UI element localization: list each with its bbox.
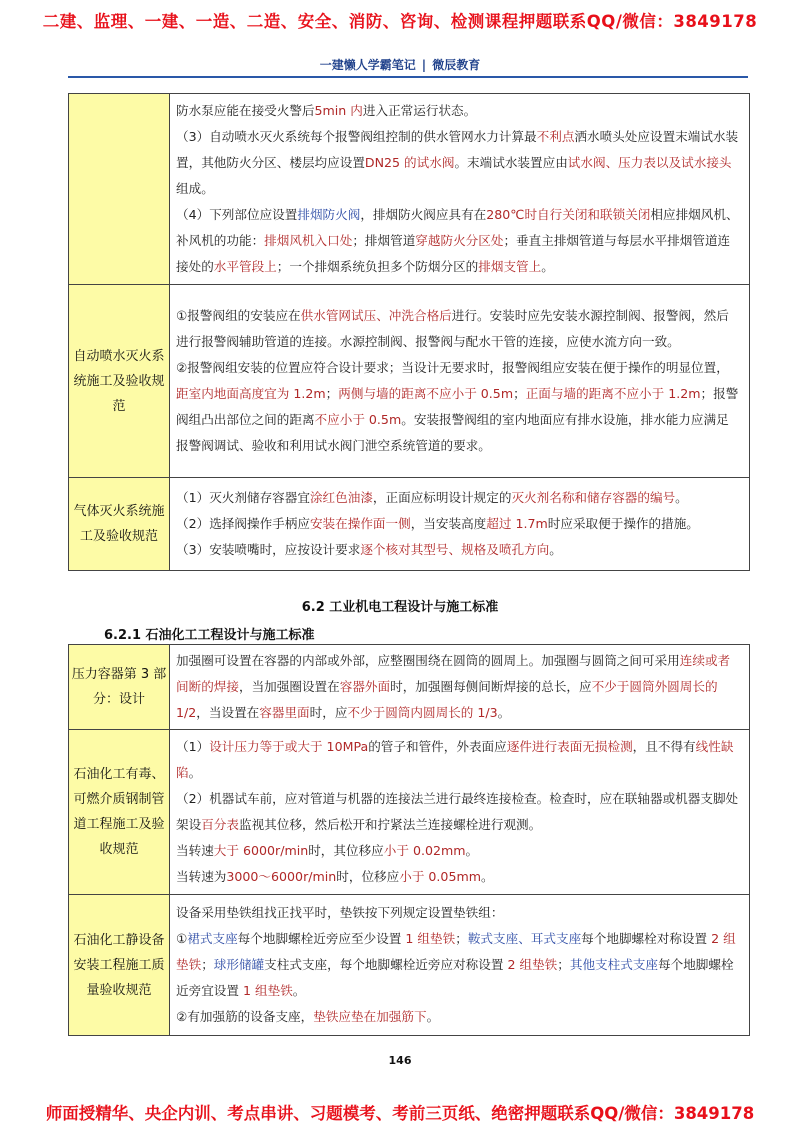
standards-table-petrochem bbox=[68, 644, 750, 1036]
text-line: ①裙式支座每个地脚螺栓近旁应至少设置 1 组垫铁；鞍式支座、耳式支座每个地脚螺栓对称设置 2 组垫铁；球形储罐支柱式支座，每个地脚螺栓近旁应对称设置 2 组垫铁；其他支柱式支座每个地脚螺栓近旁宜设置 1 组垫铁。 bbox=[176, 931, 736, 998]
row-content bbox=[170, 94, 750, 285]
row-content bbox=[170, 895, 750, 1036]
table-row bbox=[69, 645, 750, 730]
bottom-promo-banner: 师面授精华、央企内训、考点串讲、习题模考、考前三页纸、绝密押题联系QQ/微信：3849178 bbox=[45, 1104, 755, 1123]
table-row bbox=[69, 730, 750, 895]
row-label: 石油化工有毒、可燃介质钢制管道工程施工及验收规范 bbox=[69, 730, 170, 895]
text-line: （3）自动喷水灭火系统每个报警阀组控制的供水管网水力计算最不利点洒水喷头处应设置末端试水装置，其他防火分区、楼层均应设置DN25 的试水阀。末端试水装置应由试水阀、压力表以及试水接头组成。 bbox=[176, 129, 739, 196]
row-label: 自动喷水灭火系统施工及验收规范 bbox=[69, 285, 170, 478]
table-row bbox=[69, 895, 750, 1036]
row-content bbox=[170, 730, 750, 895]
running-header bbox=[0, 56, 800, 73]
row-label-empty bbox=[69, 94, 170, 285]
section-title: 6.2 工业机电工程设计与施工标准 bbox=[301, 600, 499, 615]
text-line: 加强圈可设置在容器的内部或外部，应整圈围绕在圆筒的圆周上。加强圈与圆筒之间可采用连续或者间断的焊接，当加强圈设置在容器外面时，加强圈每侧间断焊接的总长，应不少于圆筒外圆周长的 1/2，当设置在容器里面时，应不少于圆筒内圆周长的 1/3。 bbox=[176, 653, 731, 720]
header-brand: 微辰教育 bbox=[432, 58, 481, 72]
text-line: 防水泵应能在接受火警后5min 内进入正常运行状态。 bbox=[176, 103, 477, 118]
table-row bbox=[69, 94, 750, 285]
text-line: （2）机器试车前，应对管道与机器的连接法兰进行最终连接检查。检查时，应在联轴器或机器支脚处架设百分表监视其位移，然后松开和拧紧法兰连接螺栓进行观测。 bbox=[176, 791, 739, 832]
text-line: （3）安装喷嘴时，应按设计要求逐个核对其型号、规格及喷孔方向。 bbox=[176, 542, 562, 557]
row-content bbox=[170, 478, 750, 571]
standards-table-fire bbox=[68, 93, 750, 571]
header-divider: | bbox=[421, 58, 427, 72]
text-line: 当转速大于 6000r/min时，其位移应小于 0.02mm。 bbox=[176, 843, 479, 858]
text-line: （1）设计压力等于或大于 10MPa的管子和管件，外表面应逐件进行表面无损检测，且不得有线性缺陷。 bbox=[176, 739, 734, 780]
table-row bbox=[69, 285, 750, 478]
text-line: ②报警阀组安装的位置应符合设计要求；当设计无要求时，报警阀组应安装在便于操作的明显位置，距室内地面高度宜为 1.2m；两侧与墙的距离不应小于 0.5m；正面与墙的距离不应小于 1.2m；报警阀组凸出部位之间的距离不应小于 0.5m。安装报警阀组的室内地面应有排水设施，排水能力应满足报警阀调试、验收和利用试水阀门泄空系统管道的要求。 bbox=[176, 360, 739, 453]
row-label: 气体灭火系统施工及验收规范 bbox=[69, 478, 170, 571]
top-promo-banner: 二建、监理、一建、一造、二造、安全、消防、咨询、检测课程押题联系QQ/微信：3849178 bbox=[42, 12, 758, 31]
table-row bbox=[69, 478, 750, 571]
row-label: 压力容器第 3 部分：设计 bbox=[69, 645, 170, 730]
text-line: 设备采用垫铁组找正找平时，垫铁按下列规定设置垫铁组： bbox=[176, 905, 504, 920]
row-label: 石油化工静设备安装工程施工质量验收规范 bbox=[69, 895, 170, 1036]
text-line: ①报警阀组的安装应在供水管网试压、冲洗合格后进行。安装时应先安装水源控制阀、报警阀，然后进行报警阀辅助管道的连接。水源控制阀、报警阀与配水干管的连接，应使水流方向一致。 bbox=[176, 308, 729, 349]
header-rule bbox=[68, 76, 748, 78]
page-number: 146 bbox=[388, 1054, 412, 1067]
header-title: 一建懒人学霸笔记 bbox=[319, 58, 416, 72]
text-line: （4）下列部位应设置排烟防火阀，排烟防火阀应具有在280℃时自行关闭和联锁关闭相应排烟风机、补风机的功能：排烟风机入口处；排烟管道穿越防火分区处；垂直主排烟管道与每层水平排烟管道连接处的水平管段上；一个排烟系统负担多个防烟分区的排烟支管上。 bbox=[176, 207, 739, 274]
row-content bbox=[170, 285, 750, 478]
text-line: ②有加强筋的设备支座，垫铁应垫在加强筋下。 bbox=[176, 1009, 440, 1024]
text-line: 当转速为3000～6000r/min时，位移应小于 0.05mm。 bbox=[176, 869, 494, 884]
subsection-title: 6.2.1 石油化工工程设计与施工标准 bbox=[104, 628, 315, 643]
text-line: （1）灭火剂储存容器宜涂红色油漆，正面应标明设计规定的灭火剂名称和储存容器的编号。 bbox=[176, 490, 688, 505]
text-line: （2）选择阀操作手柄应安装在操作面一侧，当安装高度超过 1.7m时应采取便于操作的措施。 bbox=[176, 516, 699, 531]
row-content bbox=[170, 645, 750, 730]
